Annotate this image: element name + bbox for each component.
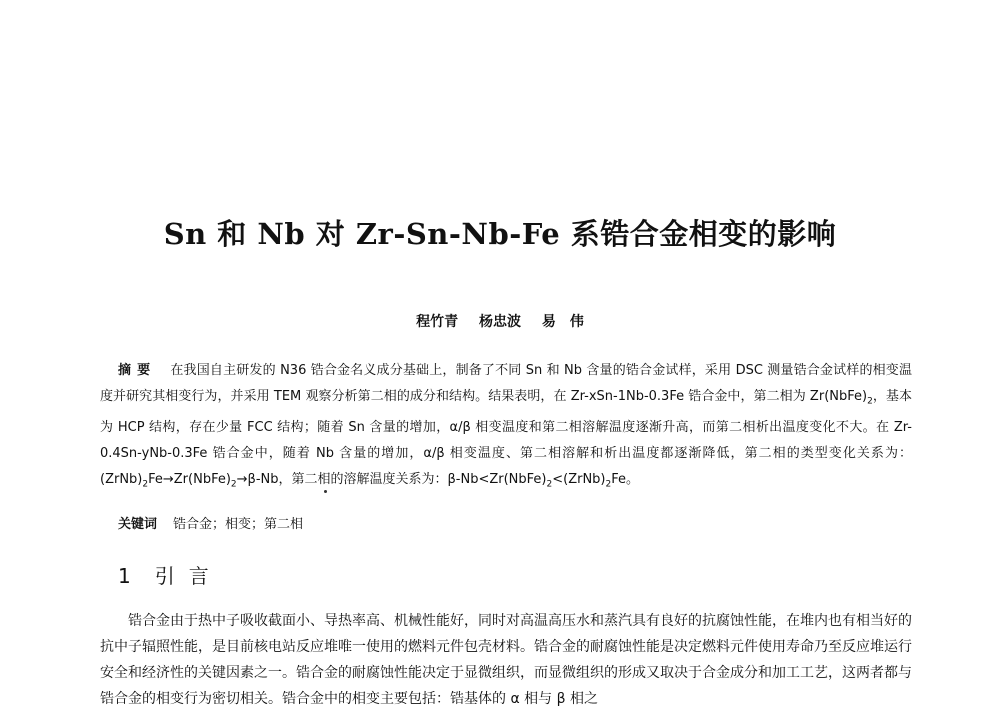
subscript: 2 [605, 479, 612, 490]
subscript: 2 [142, 479, 149, 490]
author-list [0, 311, 1000, 331]
abstract-text: 在我国自主研发的 N36 锆合金名义成分基础上，制备了不同 Sn 和 Nb 含量的锆合金试样，采用 DSC 测量锆合金试样的相变温度并研究其相变行为，并采用 TEM 观察分析第二相的成分和结构。结果表明，在 Zr-xSn-1Nb-0.3Fe 锆合金中，第二相为 Zr(NbFe) [100, 363, 912, 404]
keywords-text: 锆合金；相变；第二相 [173, 517, 304, 532]
keywords-label: 关键词 [118, 517, 158, 532]
subscript: 2 [867, 396, 873, 407]
section-title: 引言 [154, 564, 223, 588]
section-heading [118, 560, 223, 589]
section-number: 1 [118, 564, 133, 588]
body-text [100, 608, 912, 712]
scan-speck [324, 490, 327, 493]
abstract-text: Fe→Zr(NbFe) [148, 471, 231, 487]
abstract [100, 358, 912, 497]
abstract-label: 摘要 [118, 363, 157, 378]
subscript: 2 [546, 479, 553, 490]
abstract-text: Fe。 [611, 471, 639, 487]
author-name: 易 伟 [541, 314, 584, 330]
abstract-text: →β-Nb，第二相的溶解温度关系为：β-Nb<Zr(NbFe) [236, 471, 547, 487]
subscript: 2 [230, 479, 237, 490]
abstract-text: ，基本为 HCP 结构，存在少量 FCC 结构；随着 Sn 含量的增加，α/β 相变温度和第二相溶解温度逐渐升高，而第二相析出温度变化不大。在 Zr-0.4Sn-yNb-0.3Fe 锆合金中，随着 Nb 含量的增加，α/β 相变温度、第二相溶解和析出温度都逐渐降低，第二相的类型变化关系为：(ZrNb) [100, 389, 912, 487]
abstract-text: <(ZrNb) [552, 471, 606, 487]
keywords [118, 513, 918, 532]
body-paragraph: 锆合金由于热中子吸收截面小、导热率高、机械性能好，同时对高温高压水和蒸汽具有良好的抗腐蚀性能，在堆内也有相当好的抗中子辐照性能，是目前核电站反应堆唯一使用的燃料元件包壳材料。锆合金的耐腐蚀性能是决定燃料元件使用寿命乃至反应堆运行安全和经济性的关键因素之一。锆合金的耐腐蚀性能决定于显微组织，而显微组织的形成又取决于合金成分和加工工艺，这两者都与锆合金的相变行为密切相关。锆合金中的相变主要包括：锆基体的 α 相与 β 相之 [100, 613, 912, 707]
author-name: 程竹青 [416, 314, 459, 330]
author-name: 杨忠波 [479, 314, 521, 330]
paper-title: Sn 和 Nb 对 Zr-Sn-Nb-Fe 系锆合金相变的影响 [163, 217, 837, 251]
